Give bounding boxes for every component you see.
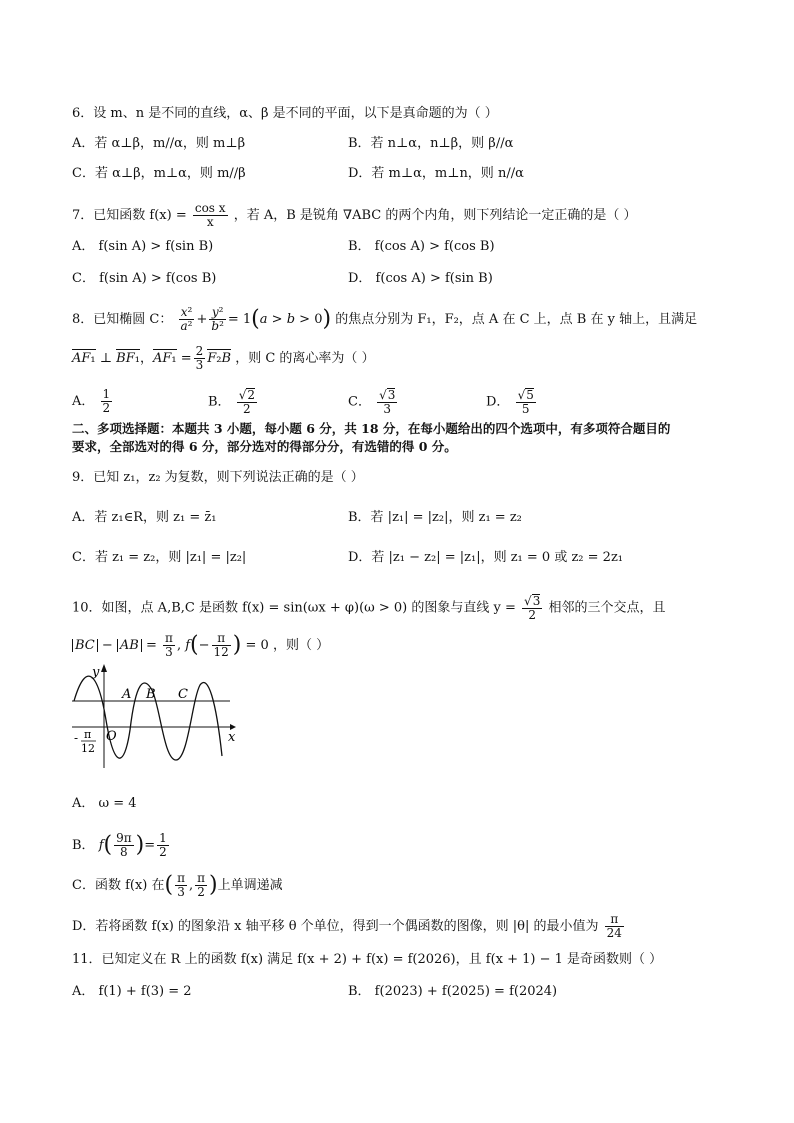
q9-option-c: C．若 z₁ = z₂，则 |z₁| = |z₂| <box>72 550 247 565</box>
section2-heading-line2: 要求，全部选对的得 6 分，部分选对的得部分分，有选错的得 0 分。 <box>72 439 457 454</box>
q8-option-d: D． $\frac{√5}{5}$ <box>486 388 534 416</box>
vector-f2b: F₂B <box>207 351 232 366</box>
q10-option-c-pre: C．函数 f(x) 在 <box>72 878 165 893</box>
q10-sine-graph <box>72 660 242 770</box>
q7-fraction <box>193 202 228 229</box>
q8-stem-pre: 8．已知椭圆 C： <box>72 312 173 327</box>
tick-pi: π <box>84 728 92 741</box>
q6-option-b: B．若 n⊥α，n⊥β，则 β//α <box>348 136 514 151</box>
q7-option-a: A． f(sin A) > f(sin B) <box>72 239 214 254</box>
vector-af1-b: AF₁ <box>152 351 177 366</box>
q8-stem: 8．已知椭圆 C： $\frac{\text{x²}}{\text{a²}}$ + $\frac{\text{y²}}{\text{b²}}$ = 1(a > b > 0) 的焦点分别为 F₁，F₂，点 A 在 C 上，点 B 在 y 轴上，且满足 <box>72 305 698 333</box>
q7-option-b: B． f(cos A) > f(cos B) <box>348 239 495 254</box>
q10-stem-post: 相邻的三个交点，且 <box>548 600 666 616</box>
q7-stem-post: ，若 A，B 是锐角 ∇ABC 的两个内角，则下列结论一定正确的是（ ） <box>233 208 637 223</box>
q9-option-b: B．若 |z₁| = |z₂|，则 z₁ = z₂ <box>348 510 522 525</box>
y-axis-arrow <box>101 664 107 672</box>
q11-option-b: B． f(2023) + f(2025) = f(2024) <box>348 984 558 999</box>
q8-condition-post: ，则 C 的离心率为（ ） <box>235 351 375 366</box>
q8-option-c: C． $\frac{√3}{3}$ <box>348 388 396 416</box>
tick-twelve: 12 <box>81 742 95 755</box>
origin-label: O <box>106 729 117 744</box>
q8-option-b: B． $\frac{√2}{2}$ <box>208 388 255 416</box>
y-axis-label: y <box>92 665 100 680</box>
section2-heading-line1: 二、多项选择题：本题共 3 小题，每小题 6 分，共 18 分，在每小题给出的四个选项中，有多项符合题目的 <box>72 421 671 436</box>
q9-option-a: A．若 z₁∈R，则 z₁ = z̄₁ <box>72 510 217 525</box>
q6-option-d: D．若 m⊥α，m⊥n，则 n//α <box>348 166 524 181</box>
q8-y-fraction: $\frac{\text{y²}}{\text{b²}}$ <box>211 305 224 333</box>
q7-option-c: C． f(sin A) > f(cos B) <box>72 271 217 286</box>
q7-fraction-den: x <box>206 215 214 229</box>
q7-fraction-num: cos x <box>194 201 226 215</box>
q10-option-c-post: 上单调递减 <box>217 878 283 893</box>
q10-option-b: B． f( $\frac{9\pi}{8}$ )= $\frac{1}{2}$ <box>72 831 167 859</box>
tick-minus-sign: - <box>74 731 79 745</box>
q8-option-a: A． $\frac{1}{2}$ <box>72 387 111 415</box>
q6-stem: 6．设 m、n 是不同的直线，α、β 是不同的平面，以下是真命题的为（ ） <box>72 106 498 121</box>
q10-option-a: A． ω = 4 <box>72 796 137 811</box>
q7-stem-pre: 7．已知函数 f(x) = <box>72 208 187 223</box>
q10-option-d: D．若将函数 f(x) 的图象沿 x 轴平移 θ 个单位，得到一个偶函数的图像，则 |θ| 的最小值为 $\frac{\pi}{24}$ <box>72 912 622 940</box>
point-a-label: A <box>122 687 132 702</box>
vector-bf1: BF₁ <box>116 351 140 366</box>
q8-x-fraction: $\frac{\text{x²}}{\text{a²}}$ <box>180 305 193 333</box>
point-b-label: B <box>146 687 156 702</box>
q10-condition-post: ，则（ ） <box>272 638 330 653</box>
q11-option-a: A． f(1) + f(3) = 2 <box>72 984 192 999</box>
q10-option-c: C．函数 f(x) 在( $\frac{\pi}{3}$ , $\frac{\pi}{2}$ )上单调递减 <box>72 871 283 899</box>
q7-option-d: D． f(cos A) > f(sin B) <box>348 271 493 286</box>
vector-af1: AF₁ <box>72 351 96 366</box>
q10-condition: BC − AB = $\frac{\pi}{3}$ , f(− $\frac{\pi}{12}$ ) = 0 ，则（ ） <box>72 632 329 659</box>
q9-stem: 9．已知 z₁，z₂ 为复数，则下列说法正确的是（ ） <box>72 470 364 485</box>
q8-condition: AF₁ ⊥ BF₁，AF₁ = $\frac{2}{3}$ F₂B ，则 C 的离心率为（ ） <box>72 344 375 372</box>
q6-option-a: A．若 α⊥β，m//α，则 m⊥β <box>72 136 246 151</box>
q9-option-d: D．若 |z₁ − z₂| = |z₁|，则 z₁ = 0 或 z₂ = 2z₁ <box>348 550 624 565</box>
q7-stem <box>72 202 637 229</box>
q8-stem-post: 的焦点分别为 F₁，F₂，点 A 在 C 上，点 B 在 y 轴上，且满足 <box>335 312 698 327</box>
q10-stem: 10．如图，点 A,B,C 是函数 f(x) = sin(ωx + φ)(ω > 0) 的图象与直线 y = $\frac{√3}{2}$ 相邻的三个交点，且 <box>72 594 666 622</box>
q10-option-d-text: D．若将函数 f(x) 的图象沿 x 轴平移 θ 个单位，得到一个偶函数的图像，则 |θ| 的最小值为 <box>72 919 599 934</box>
x-axis-label: x <box>228 730 236 745</box>
point-c-label: C <box>178 687 188 702</box>
q11-stem: 11．已知定义在 R 上的函数 f(x) 满足 f(x + 2) + f(x) = f(2026)，且 f(x + 1) − 1 是奇函数则（ ） <box>72 952 663 967</box>
q6-option-c: C．若 α⊥β，m⊥α，则 m//β <box>72 166 246 181</box>
q10-stem-pre: 10．如图，点 A,B,C 是函数 f(x) = sin(ωx + φ)(ω > 0) 的图象与直线 y = <box>72 600 516 616</box>
